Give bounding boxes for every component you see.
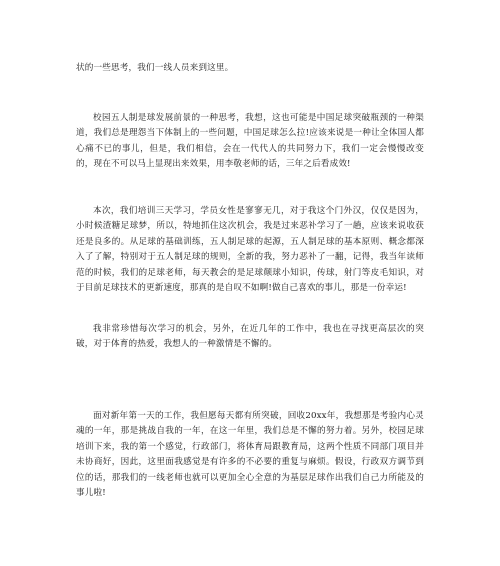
paragraph-new-year: 面对新年第一天的工作，我但愿每天都有所突破，回收20xx年，我想那是考验内心灵魂的一年，那是挑战自我的一年，在这一年里，我们总是不懈的努力着。另外，校园足球培训下来，我的第一个感觉，行政部门，将体育局跟教育局，这两个性质不同部门项目并未协商好，因此，这里面我感觉是有许多的不必要的重复与麻烦。假设，行政双方调节到位的话，那我们的一线老师也就可以更加全心全意的为基层足球作出我们自己力所能及的事儿啦!: [76, 411, 424, 499]
paragraph-training: 本次，我们培训三天学习，学员女性是寥寥无几，对于我这个门外汉，仅仅是因为，小时候渣糖足球梦，所以，特地抓住这次机会，我是过来恶补学习了一趟，应该来说收获还是良多的。从足球的基础训练，五人制足球的起源，五人制足球的基本原则、概念都深入了了解，特别对于五人制足球的规则，全新的我，努力恶补了一翻，记得，我当年读师范的时候，我们的足球老师，每天教会的是足球颠球小知识，传球，射门等皮毛知识，对于目前足球技术的更新速度，那真的是自叹不如啊!做自己喜欢的事儿，那是一份幸运!: [76, 206, 424, 294]
paragraph-continuation: 状的一些思考，我们一线人员来到这里。: [76, 63, 234, 73]
paragraph-campus-futsal: 校园五人制是球发展前景的一种思考，我想，这也可能是中国足球突破瓶颈的一种渠道，我们总是理怨当下体制上的一些问题，中国足球怎么拉!应该来说是一种让全体国人都心痛不已的事儿，但是，我们相信，会在一代代人的共同努力下，我们一定会慢慢改变的，现在不可以马上显现出来效果，用李敬老师的话，三年之后看成效!: [76, 113, 424, 170]
paragraph-learning-opportunity: 我非常珍惜每次学习的机会，另外，在近几年的工作中，我也在寻找更高层次的突破，对于体育的热爱，我想人的一种激情是不懈的。: [76, 324, 424, 350]
